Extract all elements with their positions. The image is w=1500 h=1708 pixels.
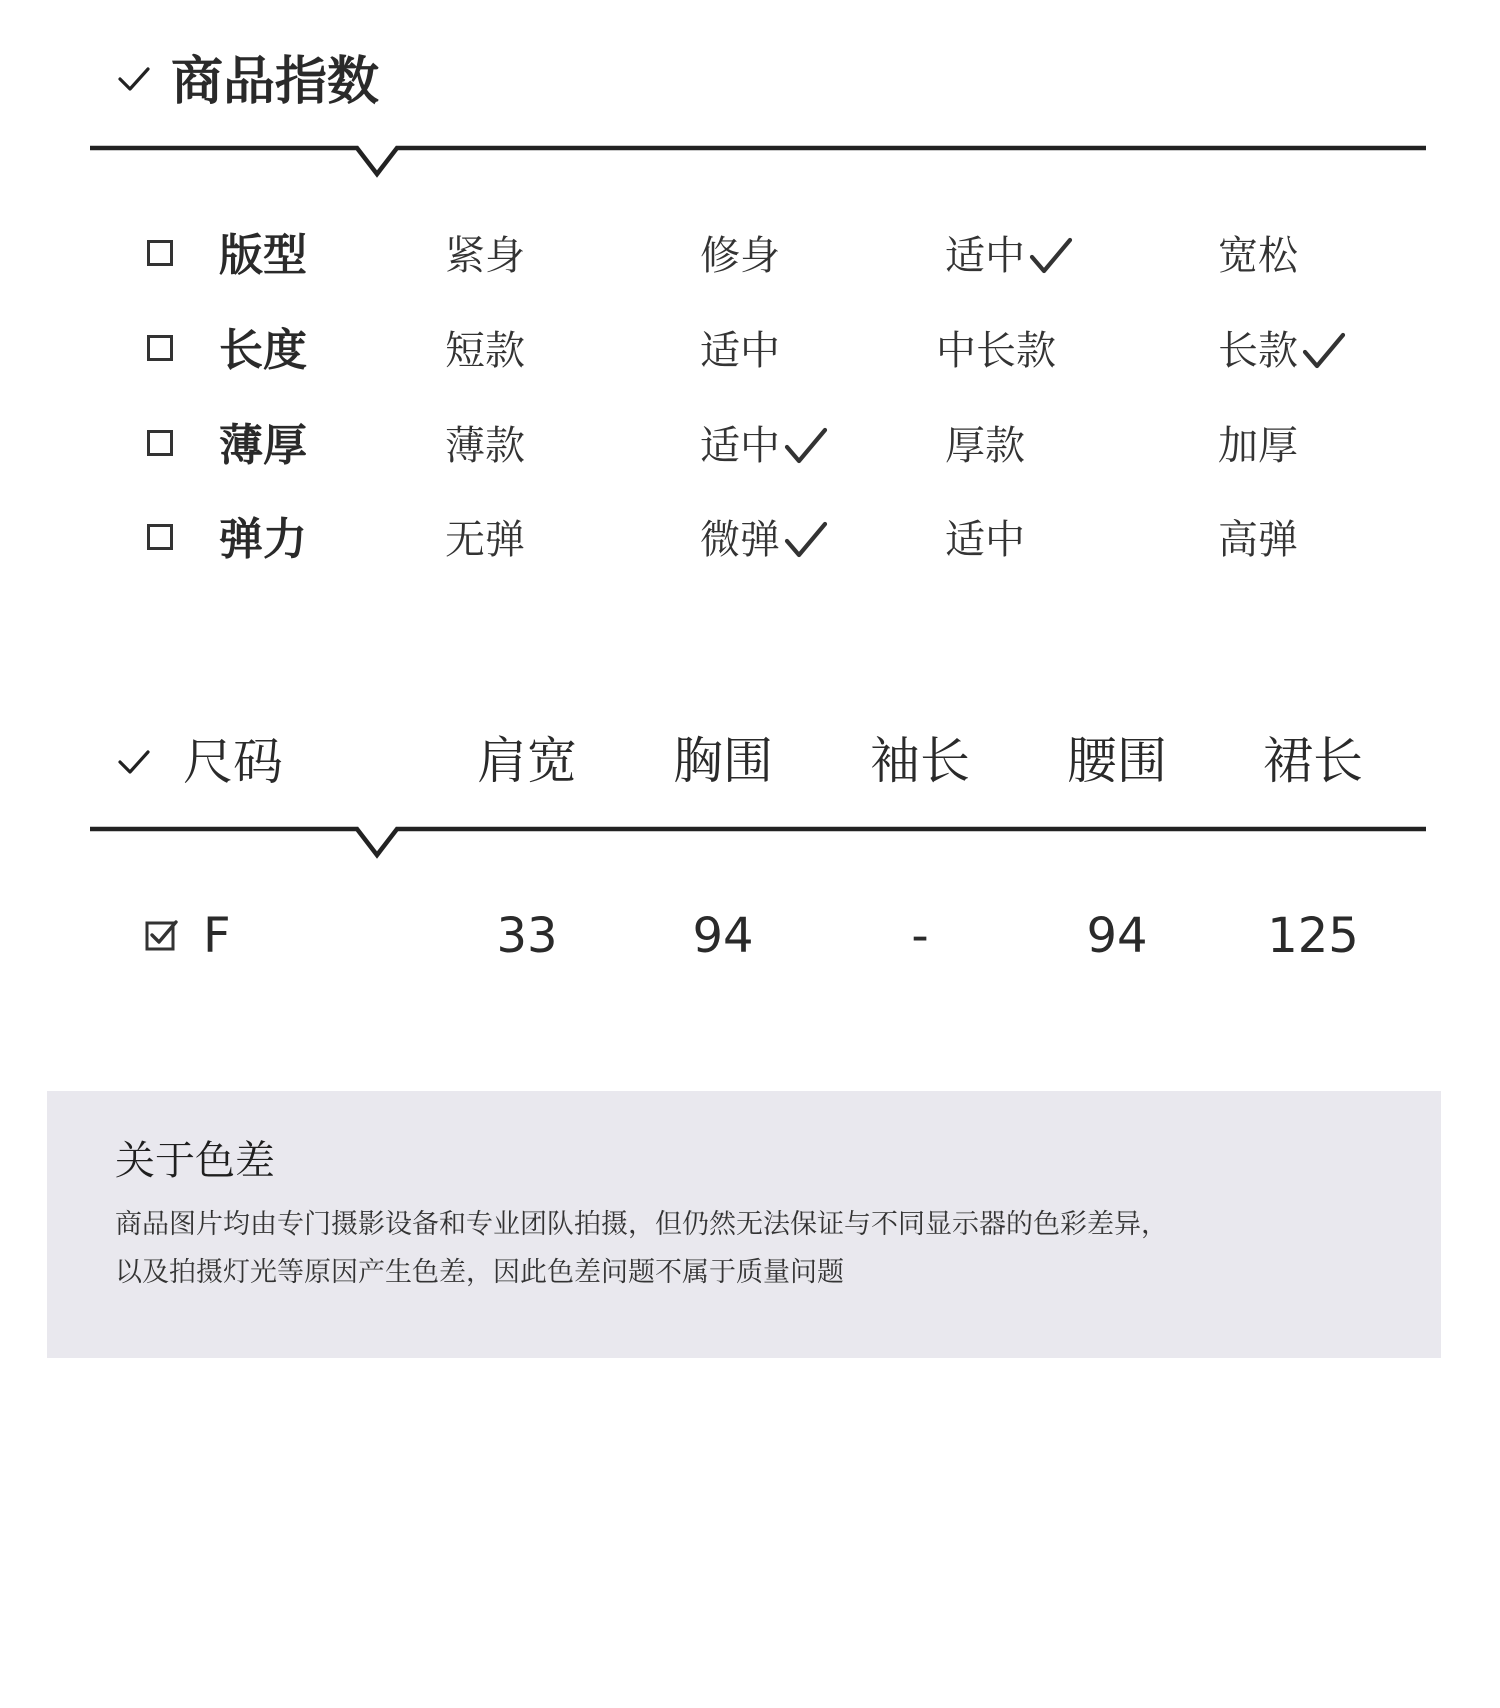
index-option <box>445 233 525 279</box>
index-option-label: 适中 <box>945 233 1025 279</box>
index-option-label: 无弹 <box>445 517 525 563</box>
size-value: 33 <box>496 908 558 964</box>
index-option-label: 短款 <box>445 328 525 374</box>
size-column-header: 胸围 <box>673 732 773 790</box>
index-option-label: 长款 <box>1218 328 1298 374</box>
check-icon <box>117 62 151 96</box>
checkbox-empty-icon <box>147 240 173 266</box>
index-option-label: 适中 <box>700 328 780 374</box>
checkbox-empty-icon <box>147 335 173 361</box>
index-option <box>700 328 780 374</box>
check-icon <box>784 426 828 466</box>
checkbox-empty-icon <box>147 524 173 550</box>
index-option <box>1218 233 1298 279</box>
size-column-header: 肩宽 <box>477 732 577 790</box>
index-row-label: 薄厚 <box>219 420 307 471</box>
size-column-header: 裙长 <box>1263 732 1363 790</box>
index-option <box>936 328 1056 374</box>
index-option <box>945 233 1073 279</box>
size-column-header: 腰围 <box>1067 732 1167 790</box>
index-option <box>700 517 828 563</box>
index-option-label: 修身 <box>700 233 780 279</box>
index-option <box>445 517 525 563</box>
index-row-label: 长度 <box>219 325 307 376</box>
index-option <box>445 423 525 469</box>
index-option-label: 高弹 <box>1218 517 1298 563</box>
checkbox-empty-icon <box>147 430 173 456</box>
index-option <box>1218 328 1346 374</box>
size-column-header: 袖长 <box>870 732 970 790</box>
index-option <box>445 328 525 374</box>
index-row-label: 弹力 <box>219 514 307 565</box>
size-value: 125 <box>1267 908 1359 964</box>
index-option <box>1218 423 1298 469</box>
index-option <box>700 233 780 279</box>
checkbox-checked-icon <box>145 918 179 952</box>
index-option-label: 微弹 <box>700 517 780 563</box>
section-title-index: 商品指数 <box>171 52 380 112</box>
section-divider <box>0 819 1500 869</box>
size-value: - <box>911 908 929 964</box>
section-divider <box>0 138 1500 188</box>
index-option <box>700 423 828 469</box>
index-option <box>945 517 1025 563</box>
check-icon <box>1029 236 1073 276</box>
note-title: 关于色差 <box>115 1138 275 1184</box>
index-option <box>1218 517 1298 563</box>
check-icon <box>1302 331 1346 371</box>
note-line: 商品图片均由专门摄影设备和专业团队拍摄，但仍然无法保证与不同显示器的色彩差异， <box>115 1209 1168 1240</box>
check-icon <box>784 520 828 560</box>
index-option-label: 适中 <box>700 423 780 469</box>
index-option-label: 薄款 <box>445 423 525 469</box>
note-line: 以及拍摄灯光等原因产生色差，因此色差问题不属于质量问题 <box>115 1257 844 1288</box>
index-option-label: 适中 <box>945 517 1025 563</box>
index-option-label: 宽松 <box>1218 233 1298 279</box>
color-difference-note <box>47 1091 1441 1358</box>
size-name: F <box>203 908 231 964</box>
size-value: 94 <box>1086 908 1148 964</box>
index-option-label: 加厚 <box>1218 423 1298 469</box>
size-value: 94 <box>692 908 754 964</box>
section-title-size: 尺码 <box>183 733 283 791</box>
index-option-label: 紧身 <box>445 233 525 279</box>
index-option-label: 中长款 <box>936 328 1056 374</box>
check-icon <box>117 745 151 779</box>
index-option <box>945 423 1025 469</box>
index-row-label: 版型 <box>219 230 307 281</box>
index-option-label: 厚款 <box>945 423 1025 469</box>
